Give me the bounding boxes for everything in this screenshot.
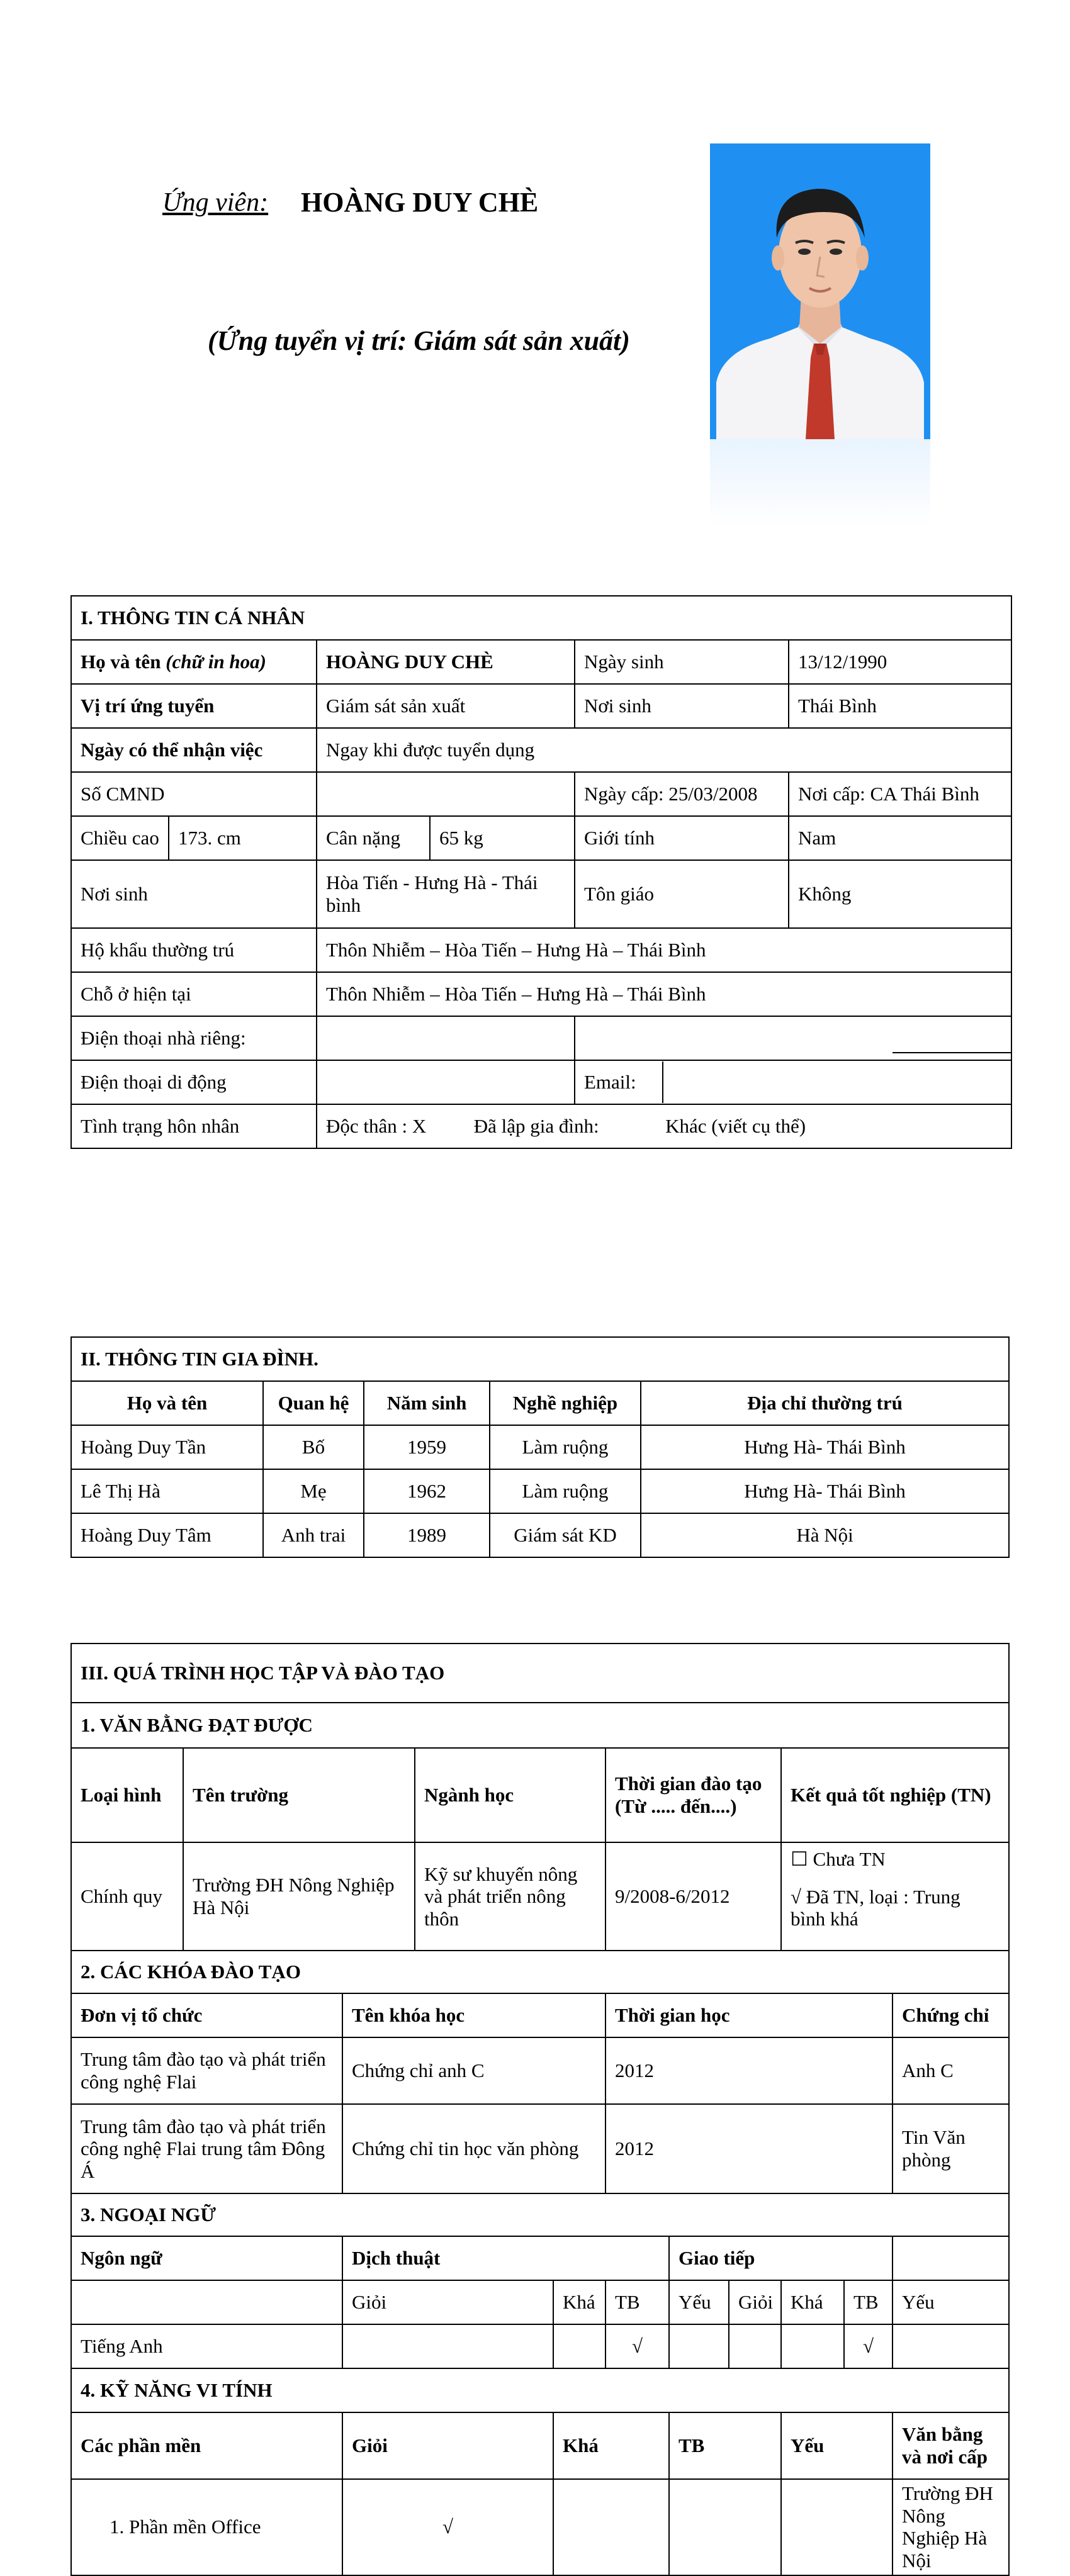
birthplace-value: Thái Bình bbox=[789, 684, 1011, 728]
gender-label: Giới tính bbox=[575, 816, 789, 860]
degree-result bbox=[781, 1842, 1009, 1951]
course-header-org: Đơn vị tổ chức bbox=[71, 1993, 342, 2037]
personal-info-table bbox=[70, 595, 1012, 1149]
it-cert: Trường ĐH Nông Nghiệp Hà Nội bbox=[893, 2479, 1009, 2575]
position-value: Giám sát sản xuất bbox=[317, 684, 575, 728]
course-cert: Anh C bbox=[893, 2037, 1009, 2104]
email-cell bbox=[575, 1060, 1011, 1104]
family-header-address: Địa chỉ thường trú bbox=[641, 1381, 1009, 1425]
dob-value: 13/12/1990 bbox=[789, 640, 1011, 684]
weight-label: Cân nặng bbox=[317, 816, 430, 860]
mobile-value bbox=[317, 1060, 575, 1104]
name-value: HOÀNG DUY CHÈ bbox=[317, 640, 575, 684]
lang-level: TB bbox=[844, 2280, 893, 2324]
it-mark bbox=[553, 2479, 669, 2575]
it-mark bbox=[781, 2479, 893, 2575]
it-skills-subtitle: 4. KỸ NĂNG VI TÍNH bbox=[71, 2368, 1009, 2412]
marital-options bbox=[317, 1104, 1011, 1148]
family-relation: Mẹ bbox=[263, 1469, 364, 1513]
residence-label: Chỗ ở hiện tại bbox=[71, 972, 317, 1016]
degree-period: 9/2008-6/2012 bbox=[605, 1842, 781, 1951]
start-date-label: Ngày có thể nhận việc bbox=[71, 728, 317, 772]
course-time: 2012 bbox=[605, 2104, 893, 2193]
lang-mark bbox=[669, 2324, 729, 2368]
email-label: Email: bbox=[575, 1061, 663, 1103]
table-row bbox=[71, 2104, 1009, 2193]
lang-level: Khá bbox=[781, 2280, 844, 2324]
family-address: Hưng Hà- Thái Bình bbox=[641, 1425, 1009, 1469]
birthplace-label: Nơi sinh bbox=[575, 684, 789, 728]
weight-value: 65 kg bbox=[430, 816, 575, 860]
lang-header-communication: Giao tiếp bbox=[669, 2236, 893, 2280]
family-table bbox=[70, 1336, 1010, 1558]
name-label-note: (chữ in hoa) bbox=[166, 651, 267, 673]
it-header-software: Các phần mền bbox=[71, 2412, 342, 2479]
table-row bbox=[71, 2479, 1009, 2575]
it-header-weak: Yếu bbox=[781, 2412, 893, 2479]
home-phone-extra bbox=[575, 1016, 1011, 1060]
lang-level: Khá bbox=[553, 2280, 605, 2324]
table-row bbox=[71, 1425, 1009, 1469]
family-birthyear: 1962 bbox=[364, 1469, 490, 1513]
section-family-title: II. THÔNG TIN GIA ĐÌNH. bbox=[71, 1337, 1009, 1381]
education-table bbox=[70, 1643, 1010, 2576]
portrait-icon bbox=[710, 143, 930, 439]
result-graduated: √ Đã TN, loại : Trung bình khá bbox=[791, 1885, 960, 1930]
family-name: Hoàng Duy Tâm bbox=[71, 1513, 263, 1557]
marital-label: Tình trạng hôn nhân bbox=[71, 1104, 317, 1148]
id-number-value bbox=[317, 772, 575, 816]
lang-mark bbox=[553, 2324, 605, 2368]
issue-place: Nơi cấp: CA Thái Bình bbox=[789, 772, 1011, 816]
dob-label: Ngày sinh bbox=[575, 640, 789, 684]
issue-date: Ngày cấp: 25/03/2008 bbox=[575, 772, 789, 816]
family-header-name: Họ và tên bbox=[71, 1381, 263, 1425]
degree-header-type: Loại hình bbox=[71, 1748, 183, 1842]
course-header-time: Thời gian học bbox=[605, 1993, 893, 2037]
lang-mark: √ bbox=[844, 2324, 893, 2368]
family-relation: Anh trai bbox=[263, 1513, 364, 1557]
family-job: Giám sát KD bbox=[490, 1513, 641, 1557]
marital-other: Khác (viết cụ thể) bbox=[665, 1115, 806, 1138]
family-birthyear: 1959 bbox=[364, 1425, 490, 1469]
family-address: Hà Nội bbox=[641, 1513, 1009, 1557]
origin-value: Hòa Tiến - Hưng Hà - Thái bình bbox=[317, 860, 575, 928]
name-label: Họ và tên (chữ in hoa) bbox=[71, 640, 317, 684]
home-phone-value bbox=[317, 1016, 575, 1060]
lang-name: Tiếng Anh bbox=[71, 2324, 342, 2368]
lang-level: Yếu bbox=[669, 2280, 729, 2324]
marital-single: Độc thân : X bbox=[326, 1115, 427, 1138]
candidate-name: HOÀNG DUY CHÈ bbox=[301, 187, 539, 218]
family-birthyear: 1989 bbox=[364, 1513, 490, 1557]
course-header-name: Tên khóa học bbox=[342, 1993, 605, 2037]
lang-level: TB bbox=[605, 2280, 669, 2324]
home-phone-label: Điện thoại nhà riêng: bbox=[71, 1016, 317, 1060]
mobile-label: Điện thoại di động bbox=[71, 1060, 317, 1104]
degree-header-school: Tên trường bbox=[183, 1748, 415, 1842]
family-name: Lê Thị Hà bbox=[71, 1469, 263, 1513]
course-name: Chứng chỉ tin học văn phòng bbox=[342, 2104, 605, 2193]
lang-mark bbox=[781, 2324, 844, 2368]
table-row bbox=[71, 2324, 1009, 2368]
lang-level-empty bbox=[71, 2280, 342, 2324]
it-header-cert: Văn bằng và nơi cấp bbox=[893, 2412, 1009, 2479]
lang-mark bbox=[342, 2324, 553, 2368]
family-header-job: Nghề nghiệp bbox=[490, 1381, 641, 1425]
degree-major: Kỹ sư khuyến nông và phát triển nông thôn bbox=[415, 1842, 605, 1951]
it-mark bbox=[669, 2479, 781, 2575]
lang-header-translation: Dịch thuật bbox=[342, 2236, 669, 2280]
table-row bbox=[71, 1513, 1009, 1557]
it-header-fair: Khá bbox=[553, 2412, 669, 2479]
id-number-label: Số CMND bbox=[71, 772, 317, 816]
position-label: Vị trí ứng tuyển bbox=[71, 684, 317, 728]
it-software-name: 1. Phần mền Office bbox=[71, 2479, 342, 2575]
table-row bbox=[71, 2037, 1009, 2104]
email-value bbox=[663, 1061, 1011, 1103]
family-header-birthyear: Năm sinh bbox=[364, 1381, 490, 1425]
courses-subtitle: 2. CÁC KHÓA ĐÀO TẠO bbox=[71, 1951, 1009, 1993]
religion-value: Không bbox=[789, 860, 1011, 928]
result-not-graduated: ☐ Chưa TN bbox=[791, 1848, 886, 1870]
height-label: Chiều cao bbox=[71, 816, 169, 860]
lang-mark bbox=[729, 2324, 781, 2368]
lang-mark: √ bbox=[605, 2324, 669, 2368]
degree-header-period: Thời gian đào tạo (Từ ..... đến....) bbox=[605, 1748, 781, 1842]
languages-subtitle: 3. NGOẠI NGỮ bbox=[71, 2193, 1009, 2236]
it-mark: √ bbox=[342, 2479, 553, 2575]
gender-value: Nam bbox=[789, 816, 1011, 860]
course-time: 2012 bbox=[605, 2037, 893, 2104]
family-header-relation: Quan hệ bbox=[263, 1381, 364, 1425]
section-personal-title: I. THÔNG TIN CÁ NHÂN bbox=[71, 596, 1011, 640]
degree-type: Chính quy bbox=[71, 1842, 183, 1951]
course-header-cert: Chứng chỉ bbox=[893, 1993, 1009, 2037]
position-line: (Ứng tuyển vị trí: Giám sát sản xuất) bbox=[208, 325, 630, 356]
course-org: Trung tâm đào tạo và phát triển công nghệ Flai trung tâm Đông Á bbox=[71, 2104, 342, 2193]
start-date-value: Ngay khi được tuyển dụng bbox=[317, 728, 1011, 772]
degree-school: Trường ĐH Nông Nghiệp Hà Nội bbox=[183, 1842, 415, 1951]
height-value: 173. cm bbox=[169, 816, 317, 860]
candidate-label: Ứng viên: bbox=[162, 188, 269, 217]
household-value: Thôn Nhiễm – Hòa Tiến – Hưng Hà – Thái Bình bbox=[317, 928, 1011, 972]
family-job: Làm ruộng bbox=[490, 1469, 641, 1513]
lang-mark bbox=[893, 2324, 1009, 2368]
portrait-photo bbox=[710, 143, 930, 439]
photo-reflection bbox=[710, 439, 930, 527]
section-education-title: III. QUÁ TRÌNH HỌC TẬP VÀ ĐÀO TẠO bbox=[71, 1644, 1009, 1703]
it-header-good: Giỏi bbox=[342, 2412, 553, 2479]
lang-header-empty bbox=[893, 2236, 1009, 2280]
household-label: Hộ khẩu thường trú bbox=[71, 928, 317, 972]
family-relation: Bố bbox=[263, 1425, 364, 1469]
religion-label: Tôn giáo bbox=[575, 860, 789, 928]
course-name: Chứng chỉ anh C bbox=[342, 2037, 605, 2104]
origin-label: Nơi sinh bbox=[71, 860, 317, 928]
course-cert: Tin Văn phòng bbox=[893, 2104, 1009, 2193]
lang-level: Giỏi bbox=[342, 2280, 553, 2324]
phone-rule-line bbox=[893, 1052, 1011, 1053]
family-address: Hưng Hà- Thái Bình bbox=[641, 1469, 1009, 1513]
table-row bbox=[71, 1469, 1009, 1513]
degree-header-result: Kết quả tốt nghiệp (TN) bbox=[781, 1748, 1009, 1842]
family-name: Hoàng Duy Tần bbox=[71, 1425, 263, 1469]
marital-married: Đã lập gia đình: bbox=[473, 1115, 599, 1138]
degree-subtitle: 1. VĂN BẰNG ĐẠT ĐƯỢC bbox=[71, 1703, 1009, 1748]
lang-level: Giỏi bbox=[729, 2280, 781, 2324]
course-org: Trung tâm đào tạo và phát triển công nghệ Flai bbox=[71, 2037, 342, 2104]
it-header-average: TB bbox=[669, 2412, 781, 2479]
residence-value: Thôn Nhiễm – Hòa Tiến – Hưng Hà – Thái Bình bbox=[317, 972, 1011, 1016]
family-job: Làm ruộng bbox=[490, 1425, 641, 1469]
lang-level: Yếu bbox=[893, 2280, 1009, 2324]
degree-header-major: Ngành học bbox=[415, 1748, 605, 1842]
lang-header-language: Ngôn ngữ bbox=[71, 2236, 342, 2280]
